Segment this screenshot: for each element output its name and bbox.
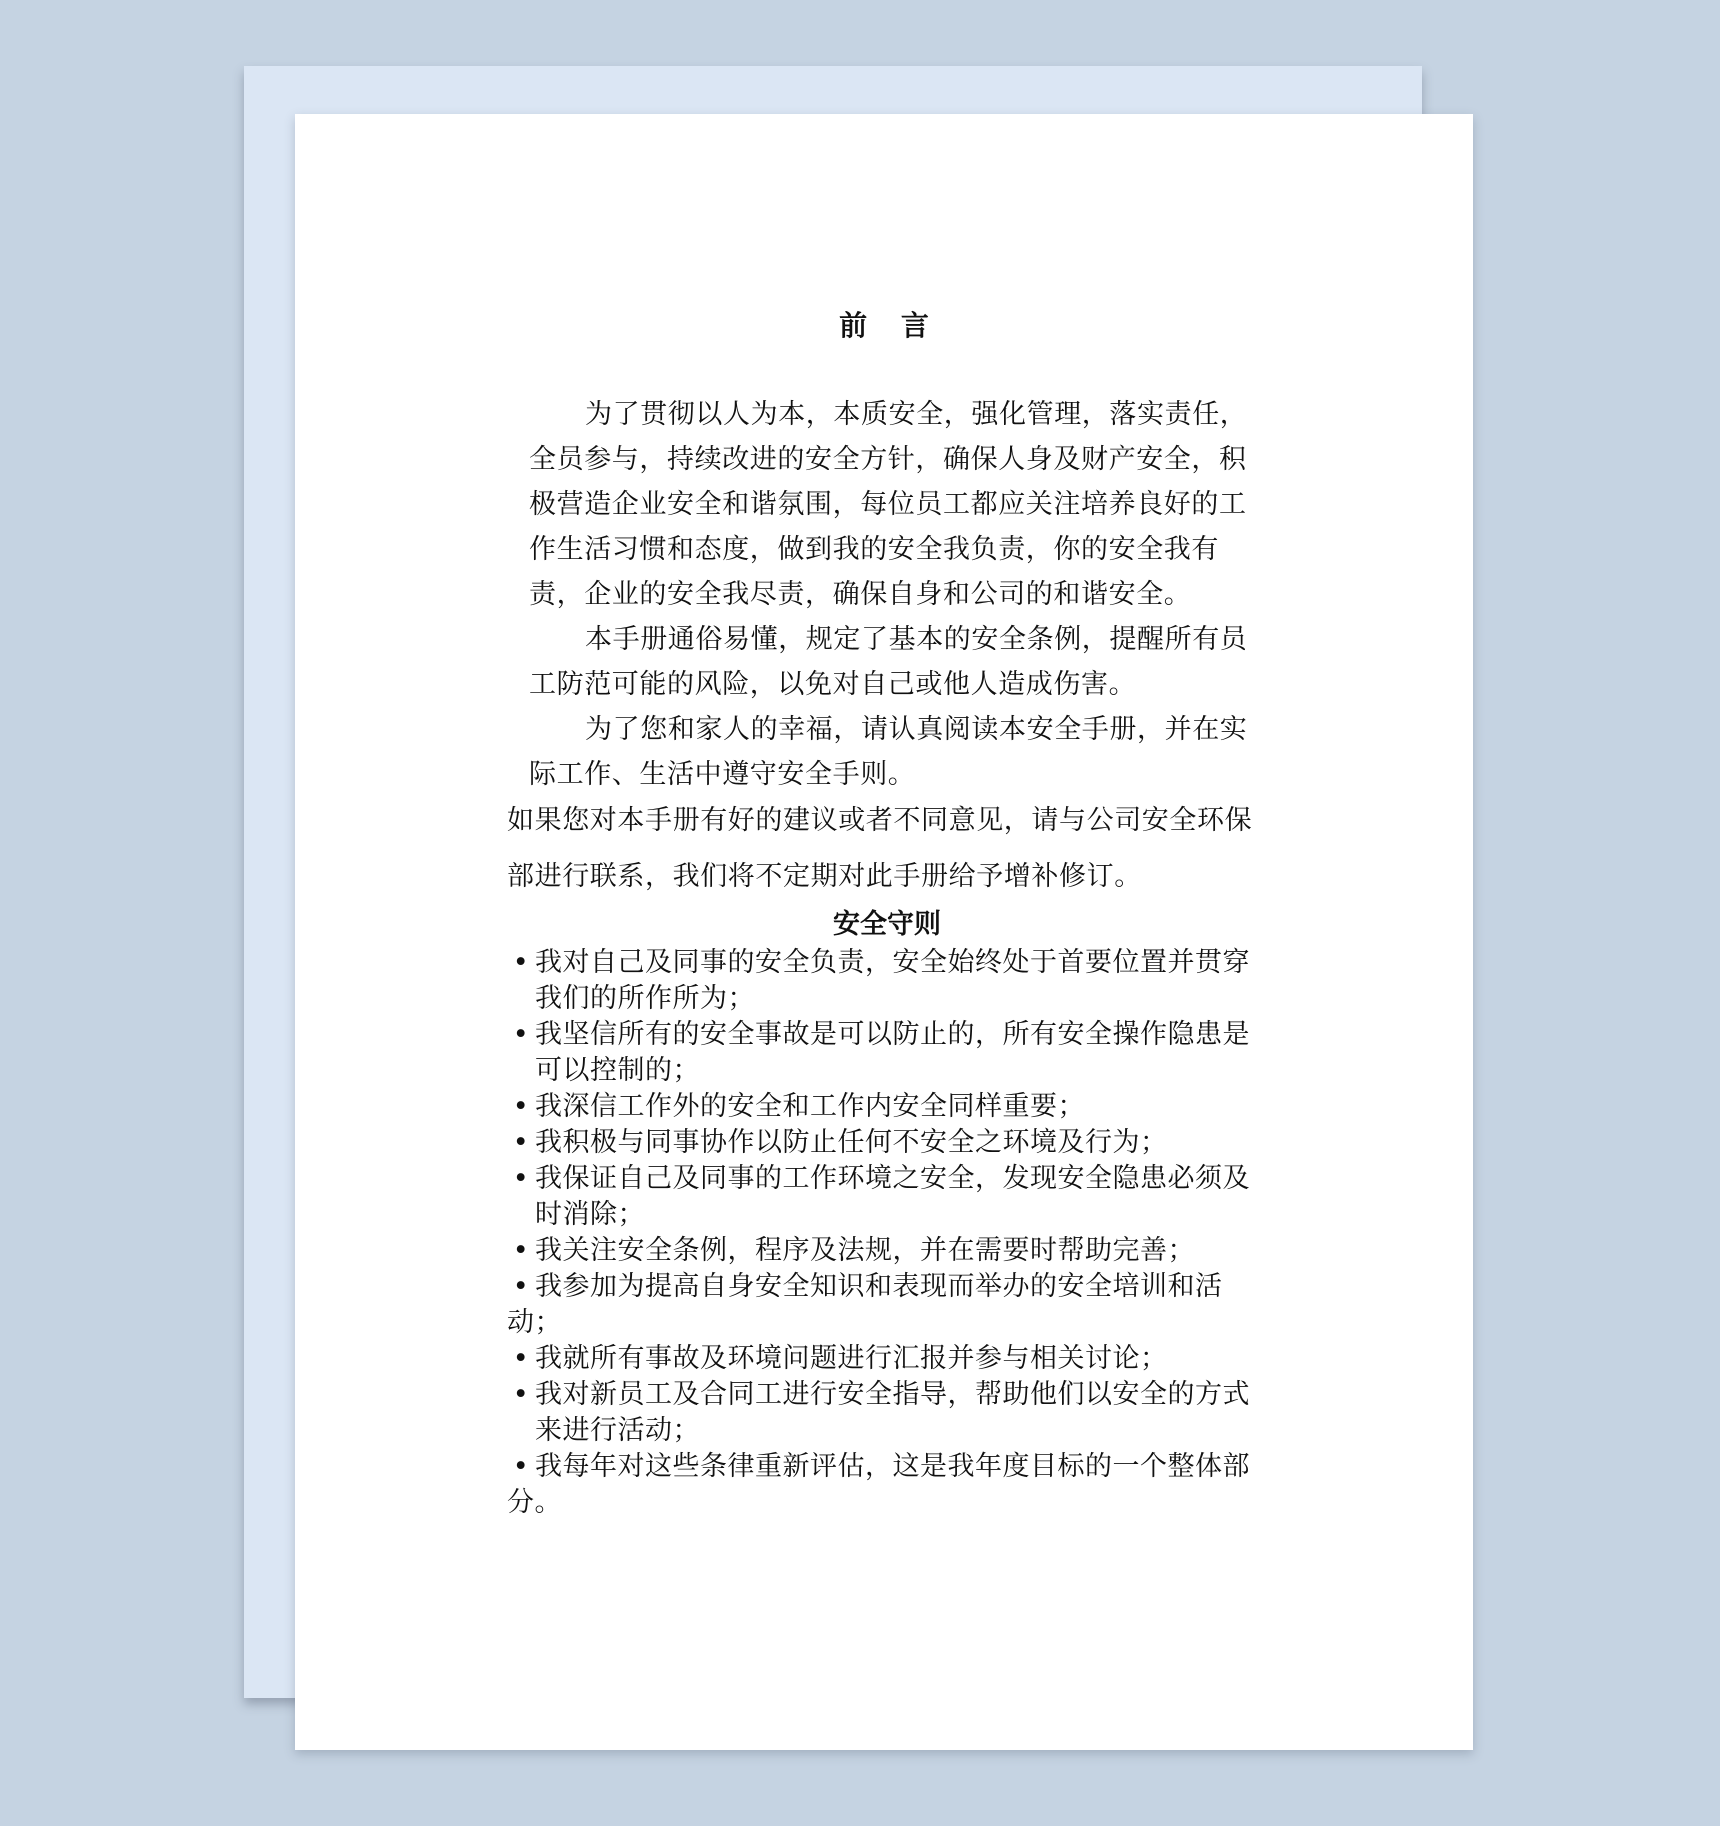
bullet-icon: • — [512, 947, 530, 978]
bullet-icon: • — [512, 1379, 530, 1410]
rule-item — [507, 1017, 1267, 1089]
rule-text: 我对新员工及合同工进行安全指导，帮助他们以安全的方式来进行活动； — [535, 1379, 1250, 1446]
rule-item — [507, 1341, 1267, 1377]
bullet-icon: • — [512, 1091, 530, 1122]
rule-item — [507, 1161, 1267, 1233]
rule-text: 我每年对这些条律重新评估，这是我年度目标的一个整体部分。 — [507, 1451, 1250, 1518]
rule-text: 我关注安全条例，程序及法规，并在需要时帮助完善； — [535, 1235, 1195, 1266]
feedback-paragraph: 如果您对本手册有好的建议或者不同意见，请与公司安全环保部进行联系，我们将不定期对此手册给予增补修订。 — [507, 805, 1253, 892]
intro-paragraph-2: 本手册通俗易懂，规定了基本的安全条例，提醒所有员工防范可能的风险，以免对自己或他人造成伤害。 — [529, 624, 1248, 700]
rule-item — [507, 1089, 1267, 1125]
bullet-icon: • — [512, 1271, 530, 1302]
rule-item — [507, 1449, 1267, 1521]
bullet-icon: • — [512, 1127, 530, 1158]
intro-paragraph-1: 为了贯彻以人为本，本质安全，强化管理，落实责任，全员参与，持续改进的安全方针，确保人身及财产安全，积极营造企业安全和谐氛围，每位员工都应关注培养良好的工作生活习惯和态度，做到我的安全我负责，你的安全我有责，企业的安全我尽责，确保自身和公司的和谐安全。 — [529, 399, 1248, 610]
rule-text: 我对自己及同事的安全负责，安全始终处于首要位置并贯穿我们的所作所为； — [535, 947, 1250, 1014]
document-page — [295, 114, 1473, 1750]
bullet-icon: • — [512, 1235, 530, 1266]
page-title: 前 言 — [839, 309, 941, 342]
rule-item — [507, 1377, 1267, 1449]
bullet-icon: • — [512, 1163, 530, 1194]
bullet-icon: • — [512, 1451, 530, 1482]
intro-paragraph-3: 为了您和家人的幸福，请认真阅读本安全手册，并在实际工作、生活中遵守安全手则。 — [529, 714, 1248, 790]
rule-item — [507, 1269, 1267, 1341]
rule-text: 我参加为提高自身安全知识和表现而举办的安全培训和活动； — [507, 1271, 1223, 1338]
bullet-icon: • — [512, 1343, 530, 1374]
rule-text: 我就所有事故及环境问题进行汇报并参与相关讨论； — [535, 1343, 1168, 1374]
rule-item — [507, 1125, 1267, 1161]
rules-heading: 安全守则 — [833, 909, 941, 940]
rule-text: 我保证自己及同事的工作环境之安全，发现安全隐患必须及时消除； — [535, 1163, 1250, 1230]
rule-item — [507, 1233, 1267, 1269]
rule-text: 我坚信所有的安全事故是可以防止的，所有安全操作隐患是可以控制的； — [535, 1019, 1250, 1086]
rule-item — [507, 945, 1267, 1017]
rules-list — [507, 945, 1267, 1521]
rule-text: 我深信工作外的安全和工作内安全同样重要； — [535, 1091, 1085, 1122]
document-body — [507, 392, 1267, 1521]
bullet-icon: • — [512, 1019, 530, 1050]
rule-text: 我积极与同事协作以防止任何不安全之环境及行为； — [535, 1127, 1168, 1158]
